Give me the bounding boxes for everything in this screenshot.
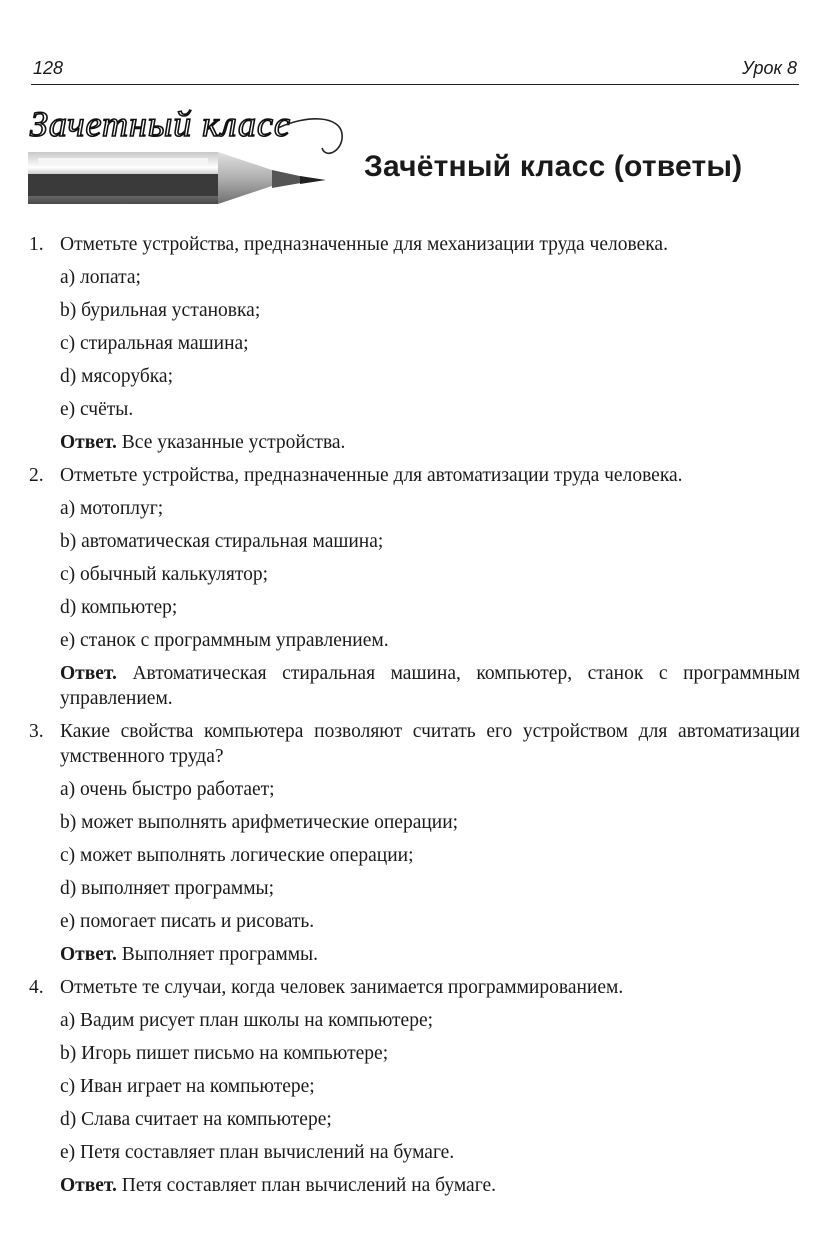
answer: [28, 661, 800, 711]
question-number: 3.: [29, 721, 44, 742]
question-prompt: Отметьте те случаи, когда человек занимается программированием.: [60, 977, 624, 998]
answer-label: Ответ.: [60, 1175, 117, 1196]
question-prompt: Отметьте устройства, предназначенные для механизации труда человека.: [60, 234, 668, 255]
answer-option-e: e) счёты.: [60, 399, 134, 420]
answer-option-e: e) Петя составляет план вычислений на бумаге.: [60, 1142, 455, 1163]
question-2: [28, 463, 800, 711]
answer: [28, 1173, 800, 1198]
lesson-label: Урок 8: [742, 58, 797, 78]
answer-option-d: d) Слава считает на компьютере;: [60, 1109, 332, 1130]
answer-label: Ответ.: [60, 432, 117, 453]
section-title: Зачётный класс (ответы): [364, 150, 743, 183]
answer-option-c: c) Иван играет на компьютере;: [60, 1076, 315, 1097]
question-text: [28, 975, 800, 1000]
answer-option-a: a) Вадим рисует план школы на компьютере;: [60, 1010, 434, 1031]
answer-option-a: a) лопата;: [60, 267, 141, 288]
question-number: 1.: [29, 234, 44, 255]
question-number: 4.: [29, 977, 44, 998]
section-banner-logo: [28, 98, 358, 214]
running-header: [31, 58, 799, 85]
answer: [28, 942, 800, 967]
page-number: 128: [33, 58, 64, 78]
answer-text: Петя составляет план вычислений на бумаге.: [121, 1175, 496, 1196]
answer-option-e: e) помогает писать и рисовать.: [60, 911, 315, 932]
question-prompt: Отметьте устройства, предназначенные для автоматизации труда человека.: [60, 465, 683, 486]
questions-list: [28, 232, 800, 1206]
question-text: [28, 719, 800, 769]
answer-option-c: c) обычный калькулятор;: [60, 564, 269, 585]
question-text: [28, 232, 800, 257]
answer-option-b: b) может выполнять арифметические операции;: [60, 812, 459, 833]
answer-option-b: b) автоматическая стиральная машина;: [60, 531, 384, 552]
answer-option-c: c) может выполнять логические операции;: [60, 845, 414, 866]
answer-option-d: d) выполняет программы;: [60, 878, 275, 899]
answer: [28, 430, 800, 455]
answer-option-a: a) очень быстро работает;: [60, 779, 275, 800]
question-1: [28, 232, 800, 455]
answer-option-e: e) станок с программным управлением.: [60, 630, 389, 651]
banner-script-text: Зачетный класс: [30, 104, 291, 144]
answer-text: Автоматическая стиральная машина, компьютер, станок с программным управлением.: [60, 663, 800, 709]
question-3: [28, 719, 800, 967]
answer-option-c: c) стиральная машина;: [60, 333, 249, 354]
answer-text: Все указанные устройства.: [121, 432, 346, 453]
question-prompt: Какие свойства компьютера позволяют считать его устройством для автоматизации умственного труда?: [60, 721, 800, 767]
answer-option-b: b) бурильная установка;: [60, 300, 261, 321]
answer-label: Ответ.: [60, 944, 117, 965]
answer-label: Ответ.: [60, 663, 117, 684]
question-number: 2.: [29, 465, 44, 486]
question-text: [28, 463, 800, 488]
question-4: [28, 975, 800, 1198]
pencil-icon: [28, 152, 326, 204]
answer-text: Выполняет программы.: [121, 944, 319, 965]
answer-option-d: d) мясорубка;: [60, 366, 173, 387]
answer-option-d: d) компьютер;: [60, 597, 178, 618]
answer-option-a: a) мотоплуг;: [60, 498, 164, 519]
answer-option-b: b) Игорь пишет письмо на компьютере;: [60, 1043, 389, 1064]
